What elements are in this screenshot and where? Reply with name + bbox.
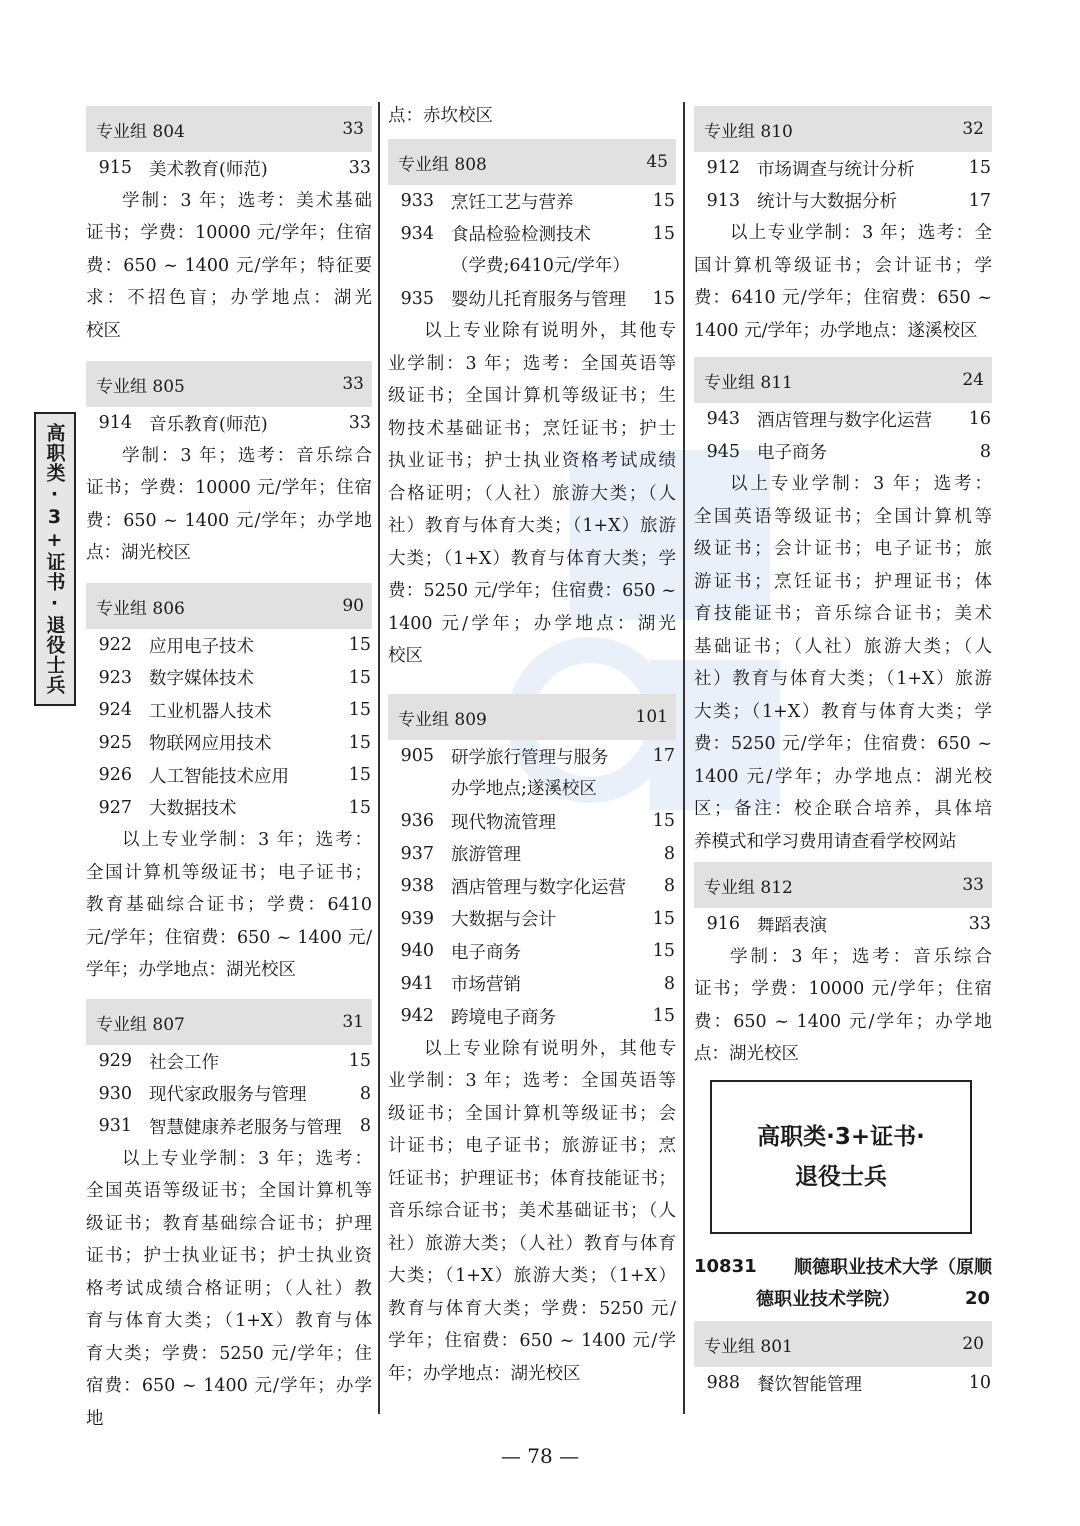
group-quota: 45 — [646, 152, 668, 172]
major-quota: 8 — [663, 876, 675, 897]
major-name: 研学旅行管理与服务 — [451, 747, 609, 768]
school-quota: 20 — [964, 1287, 990, 1309]
group-quota: 24 — [962, 370, 984, 390]
major-code: 935 — [400, 288, 434, 309]
group-note: 以上专业学制：3 年；选考： 全国计算机等级证书；电子证书； 教育基础综合证书；学费：6410 元/学年；住宿费：650 ~ 1400 元/ 学年；办学地点：湖光校区 — [86, 830, 372, 980]
major-row — [86, 629, 372, 662]
major-quota: 8 — [979, 441, 991, 462]
major-name: 酒店管理与数字化运营 — [757, 410, 932, 431]
major-name: 市场营销 — [451, 975, 521, 996]
major-row — [388, 870, 676, 903]
group-note: 学制：3 年；选考：美术基础 证书；学费：10000 元/学年；住宿 费：650 ~ 1400 元/学年；特征要 求：不招色盲；办学地点：湖光 校区 — [86, 190, 372, 341]
group-label: 专业组 801 — [704, 1336, 793, 1357]
major-row — [388, 185, 676, 218]
group-header — [694, 1321, 992, 1367]
major-quota: 15 — [348, 1051, 371, 1072]
major-code: 914 — [98, 413, 132, 434]
major-code: 933 — [400, 191, 434, 212]
major-quota: 17 — [652, 746, 675, 767]
major-row — [86, 152, 372, 185]
major-code: 923 — [98, 667, 132, 688]
school-code: 10831 — [694, 1255, 757, 1277]
column-divider — [683, 102, 685, 1414]
major-name: 市场调查与统计分析 — [757, 159, 915, 180]
major-quota: 33 — [348, 158, 371, 179]
group-quota: 33 — [342, 119, 364, 139]
major-row — [388, 935, 676, 968]
group-label: 专业组 805 — [96, 376, 185, 397]
major-subnote: 办学地点;遂溪校区 — [451, 778, 597, 799]
major-row — [388, 903, 676, 936]
major-row — [694, 403, 992, 436]
major-name: 大数据技术 — [149, 799, 237, 820]
major-quota: 10 — [968, 1373, 991, 1394]
major-quota: 8 — [359, 1083, 371, 1104]
group-809 — [388, 694, 676, 1390]
group-808 — [388, 139, 676, 673]
major-name: 美术教育(师范) — [149, 159, 268, 180]
major-code: 945 — [706, 441, 740, 462]
major-name: 电子商务 — [757, 443, 827, 464]
major-code: 943 — [706, 409, 740, 430]
major-code: 942 — [400, 1006, 434, 1027]
group-quota: 31 — [342, 1012, 364, 1032]
major-name: 工业机器人技术 — [149, 701, 272, 722]
major-code: 924 — [98, 700, 132, 721]
group-805 — [86, 361, 372, 570]
major-code: 922 — [98, 635, 132, 656]
major-name: 统计与大数据分析 — [757, 192, 897, 213]
major-name: 物联网应用技术 — [149, 734, 272, 755]
major-quota: 15 — [652, 288, 675, 309]
group-note: 学制：3 年；选考：音乐综合 证书；学费：10000 元/学年；住宿 费：650 ~ 1400 元/学年；办学地 点：湖光校区 — [694, 946, 992, 1064]
major-code: 930 — [98, 1083, 132, 1104]
major-quota: 33 — [968, 914, 991, 935]
major-row — [86, 407, 372, 440]
school-entry — [694, 1250, 992, 1314]
major-code: 937 — [400, 843, 434, 864]
major-row — [694, 908, 992, 941]
major-name: 智慧健康养老服务与管理 — [149, 1117, 342, 1138]
major-row — [388, 1000, 676, 1033]
major-quota: 17 — [968, 190, 991, 211]
major-quota: 15 — [348, 635, 371, 656]
school-name-line2: 德职业技术学院） — [756, 1289, 900, 1310]
major-name: 音乐教育(师范) — [149, 414, 268, 435]
major-row — [694, 185, 992, 218]
group-note: 学制：3 年；选考：音乐综合 证书；学费：10000 元/学年；住宿 费：650 ~ 1400 元/学年；办学地 点：湖光校区 — [86, 445, 372, 563]
major-name: 大数据与会计 — [451, 910, 556, 931]
group-label: 专业组 810 — [704, 121, 793, 142]
group-note: 以上专业学制：3 年；选考： 全国英语等级证书；全国计算机等 级证书；教育基础综合证书；护理 证书；护士执业证书；护士执业资 格考试成绩合格证明；（人社）教 育与体育大类；（1+X）教育与体 育大类；学费：5250 元/学年；住 宿费：650 ~ 1400 元/学年；办学地 — [86, 1148, 372, 1429]
major-code: 916 — [706, 914, 740, 935]
major-code: 913 — [706, 190, 740, 211]
major-quota: 15 — [968, 158, 991, 179]
major-name: 数字媒体技术 — [149, 669, 254, 690]
major-row — [388, 740, 676, 773]
major-quota: 15 — [348, 765, 371, 786]
major-name: 应用电子技术 — [149, 636, 254, 657]
group-note: 以上专业除有说明外，其他专 业学制：3 年；选考：全国英语等 级证书；全国计算机等级证书；会 计证书；电子证书；旅游证书；烹 饪证书；护理证书；体育技能证书； 音乐综合证书；美术基础证书；（人 社）旅游大类；（人社）教育与体育 大类；（1+X）旅游大类；（1+X） 教育与体育大类；学费：5250 元/ 学年；住宿费：650 ~ 1400 元/学 年；办学地点：湖光校区 — [388, 1038, 676, 1384]
group-quota: 33 — [342, 374, 364, 394]
group-header — [388, 139, 676, 185]
major-row — [388, 805, 676, 838]
group-header — [694, 357, 992, 403]
major-code: 926 — [98, 765, 132, 786]
major-code: 988 — [706, 1373, 740, 1394]
group-header — [388, 694, 676, 740]
major-code: 915 — [98, 158, 132, 179]
major-code: 931 — [98, 1116, 132, 1137]
major-name: 社会工作 — [149, 1052, 219, 1073]
group-header — [86, 999, 372, 1045]
major-row — [388, 968, 676, 1001]
major-name: 酒店管理与数字化运营 — [451, 877, 626, 898]
group-header — [694, 106, 992, 152]
major-row — [86, 662, 372, 695]
group-note: 以上专业学制：3 年；选考： 全国英语等级证书；全国计算机等 级证书；会计证书；电子证书；旅 游证书；烹饪证书；护理证书；体 育技能证书；音乐综合证书；美术 基础证书；（人社）旅游大类；（人 社）教育与体育大类；（1+X）旅游 大类；（1+X）教育与体育大类；学 费：5250 元/学年；住宿费：650 ~ 1400 元/学年；办学地点：湖光校 区；备注：校企联合培养，具体培 养模式和学习费用请查看学校网站 — [694, 474, 992, 852]
group-804 — [86, 106, 372, 347]
side-section-tab: 高职类·3+证书·退役士兵 — [34, 412, 76, 706]
major-code: 936 — [400, 811, 434, 832]
major-quota: 15 — [348, 732, 371, 753]
major-name: 现代物流管理 — [451, 812, 556, 833]
group-807 — [86, 999, 372, 1435]
major-code: 929 — [98, 1051, 132, 1072]
school-name-line1: 顺德职业技术大学（原顺 — [794, 1257, 992, 1278]
major-quota: 8 — [663, 843, 675, 864]
group-label: 专业组 812 — [704, 877, 793, 898]
major-name: 婴幼儿托育服务与管理 — [451, 290, 626, 311]
major-quota: 15 — [652, 191, 675, 212]
group-header — [86, 583, 372, 629]
group-note: 以上专业学制：3 年；选考：全 国计算机等级证书；会计证书；学 费：6410 元/学年；住宿费：650 ~ 1400 元/学年；办学地点：遂溪校区 — [694, 223, 992, 341]
group-quota: 32 — [962, 119, 984, 139]
major-quota: 15 — [652, 941, 675, 962]
group-label: 专业组 806 — [96, 598, 185, 619]
major-quota: 15 — [348, 667, 371, 688]
major-code: 905 — [400, 746, 434, 767]
continued-text: 点：赤坎校区 — [388, 106, 493, 126]
major-quota: 15 — [348, 700, 371, 721]
major-row — [86, 1045, 372, 1078]
major-quota: 15 — [652, 908, 675, 929]
major-code: 940 — [400, 941, 434, 962]
major-row — [694, 152, 992, 185]
group-quota: 101 — [635, 707, 668, 727]
major-code: 925 — [98, 732, 132, 753]
major-code: 927 — [98, 797, 132, 818]
major-code: 939 — [400, 908, 434, 929]
group-811 — [694, 357, 992, 858]
major-row — [86, 792, 372, 825]
group-quota: 20 — [962, 1334, 984, 1354]
group-label: 专业组 808 — [398, 154, 487, 175]
major-name: 烹饪工艺与营养 — [451, 192, 574, 213]
major-name: 食品检验检测技术 — [451, 225, 591, 246]
major-code: 934 — [400, 223, 434, 244]
major-quota: 15 — [652, 1006, 675, 1027]
group-note: 以上专业除有说明外，其他专 业学制：3 年；选考：全国英语等 级证书；全国计算机等级证书；生 物技术基础证书；烹饪证书；护士 执业证书；护士执业资格考试成绩 合格证明；（人社）旅游大类；（人 社）教育与体育大类；（1+X）旅游 大类；（1+X）教育与体育大类；学 费：5250 元/学年；住宿费：650 ~ 1400 元/学年；办学地点：湖光 校区 — [388, 321, 676, 666]
major-quota: 15 — [348, 797, 371, 818]
major-row — [86, 1078, 372, 1111]
major-row — [694, 436, 992, 469]
major-row — [86, 694, 372, 727]
major-row — [86, 759, 372, 792]
group-quota: 33 — [962, 875, 984, 895]
section-title-line: 高职类·3+证书· — [757, 1124, 925, 1150]
section-title-line: 退役士兵 — [795, 1164, 887, 1190]
major-name: 现代家政服务与管理 — [149, 1085, 307, 1106]
major-code: 938 — [400, 876, 434, 897]
major-row — [388, 838, 676, 871]
group-header — [694, 862, 992, 908]
major-quota: 15 — [652, 811, 675, 832]
major-code: 912 — [706, 158, 740, 179]
major-row — [86, 727, 372, 760]
major-name: 电子商务 — [451, 942, 521, 963]
major-quota: 8 — [663, 973, 675, 994]
major-code: 941 — [400, 973, 434, 994]
group-header — [86, 106, 372, 152]
group-header — [86, 361, 372, 407]
group-label: 专业组 809 — [398, 709, 487, 730]
major-name: 餐饮智能管理 — [757, 1374, 862, 1395]
major-name: 人工智能技术应用 — [149, 766, 289, 787]
group-label: 专业组 807 — [96, 1014, 185, 1035]
major-quota: 16 — [968, 409, 991, 430]
major-name: 旅游管理 — [451, 845, 521, 866]
group-quota: 90 — [342, 596, 364, 616]
major-row — [694, 1367, 992, 1400]
major-quota: 15 — [652, 223, 675, 244]
group-label: 专业组 811 — [704, 372, 793, 393]
group-812 — [694, 862, 992, 1071]
major-row — [388, 283, 676, 316]
column-divider — [378, 102, 380, 1414]
major-name: 跨境电子商务 — [451, 1007, 556, 1028]
major-row — [86, 1110, 372, 1143]
group-806 — [86, 583, 372, 987]
group-label: 专业组 804 — [96, 121, 185, 142]
major-name: 舞蹈表演 — [757, 915, 827, 936]
group-801 — [694, 1321, 992, 1400]
major-quota: 8 — [359, 1116, 371, 1137]
major-quota: 33 — [348, 413, 371, 434]
page-number: — 78 — — [500, 1444, 580, 1468]
major-row — [388, 218, 676, 251]
group-810 — [694, 106, 992, 347]
major-subnote: （学费;6410元/学年） — [451, 256, 630, 276]
section-title-box — [710, 1080, 972, 1234]
